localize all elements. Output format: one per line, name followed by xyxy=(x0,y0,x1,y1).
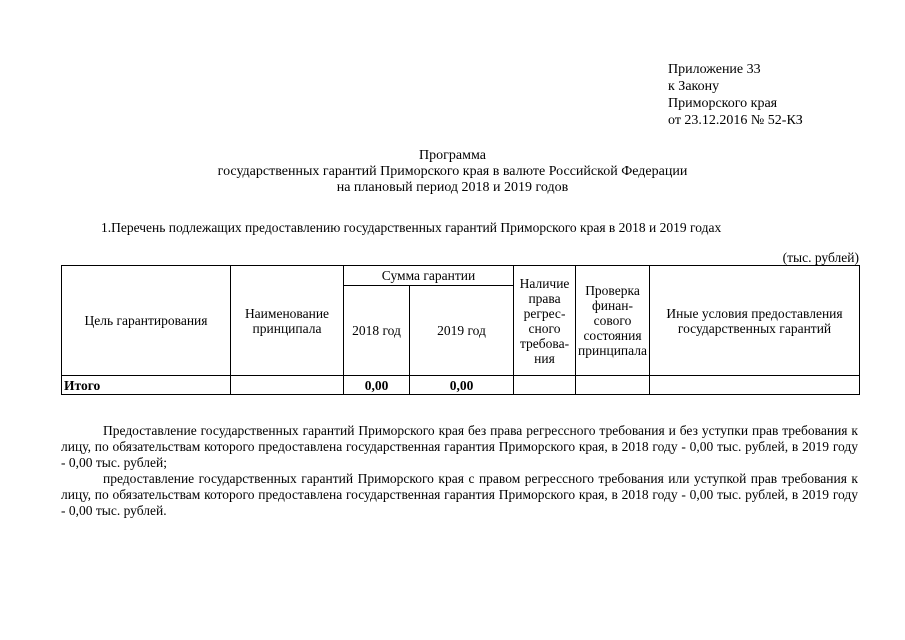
total-label: Итого xyxy=(62,376,231,395)
appendix-law-ref: к Закону xyxy=(668,79,720,94)
header-principal: Наименование принципала xyxy=(231,266,344,376)
header-financial-check: Проверка финансового состояния принципала xyxy=(576,266,650,376)
header-other-conditions: Иные условия предоставления государственных гарантий xyxy=(650,266,860,376)
title-line-2: государственных гарантий Приморского края в валюте Российской Федерации xyxy=(217,164,688,179)
paragraph-with-regress: предоставление государственных гарантий Приморского края с правом регрессного требования или уступкой прав требования к лицу, по обязательствам которого предоставлена государственная гарантия Приморского края, в 2018 году - 0,00 тыс. рублей, в 2019 году - 0,00 тыс. рублей. xyxy=(61,471,858,518)
total-other xyxy=(650,376,860,395)
appendix-header xyxy=(668,61,803,129)
appendix-date: от 23.12.2016 № 52-КЗ xyxy=(668,113,803,128)
header-goal: Цель гарантирования xyxy=(62,266,231,376)
units-label: (тыс. рублей) xyxy=(782,250,859,265)
total-2019: 0,00 xyxy=(410,376,514,395)
document-title xyxy=(0,148,905,196)
guarantees-table xyxy=(61,265,860,395)
header-regress-right: Наличие права регрессного требования xyxy=(514,266,576,376)
header-sum: Сумма гарантии xyxy=(344,266,514,286)
body-text xyxy=(61,423,858,519)
table-row xyxy=(62,376,860,395)
appendix-number: Приложение 33 xyxy=(668,62,761,77)
title-line-1: Программа xyxy=(419,148,486,163)
total-regress xyxy=(514,376,576,395)
total-2018: 0,00 xyxy=(344,376,410,395)
total-principal xyxy=(231,376,344,395)
paragraph-without-regress: Предоставление государственных гарантий Приморского края без права регрессного требования и без уступки прав требования к лицу, по обязательствам которого предоставлена государственная гарантия Приморского края, в 2018 году - 0,00 тыс. рублей, в 2019 году - 0,00 тыс. рублей; xyxy=(61,423,858,470)
header-year-2019: 2019 год xyxy=(410,286,514,376)
appendix-region: Приморского края xyxy=(668,96,778,111)
title-line-3: на плановый период 2018 и 2019 годов xyxy=(336,180,569,195)
total-check xyxy=(576,376,650,395)
header-year-2018: 2018 год xyxy=(344,286,410,376)
section-heading: 1.Перечень подлежащих предоставлению государственных гарантий Приморского края в 2018 и 2019 годах xyxy=(101,220,722,235)
